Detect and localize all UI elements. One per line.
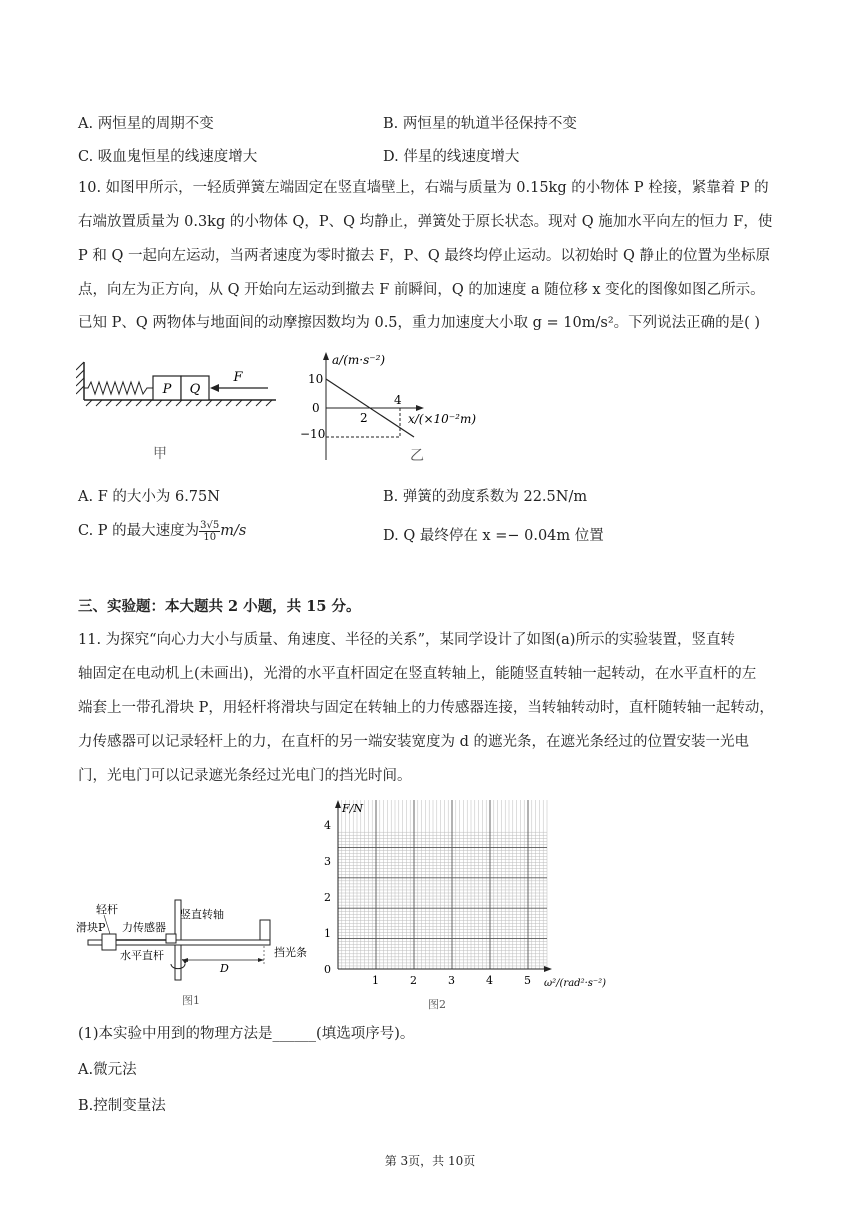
yi-xtick-4: 4 <box>394 393 402 407</box>
fig2-ytick-4: 4 <box>324 819 331 832</box>
q9-option-d: D. 伴星的线速度增大 <box>383 149 520 165</box>
yi-xtick-2: 2 <box>360 411 368 425</box>
q10-option-c <box>78 519 246 543</box>
q10-option-a: A. F 的大小为 6.75N <box>78 489 220 505</box>
figure-2-grid <box>316 800 616 1012</box>
grid-minor <box>338 800 547 969</box>
q9-option-a: A. 两恒星的周期不变 <box>78 116 214 132</box>
q11-line-3: 端套上一带孔滑块 P，用轻杆将滑块与固定在转轴上的力传感器连接，当转轴转动时，直杆随转轴一起转动， <box>78 700 774 716</box>
q9-option-c: C. 吸血鬼恒星的线速度增大 <box>78 149 258 165</box>
fraction <box>199 520 220 543</box>
q10-option-d: D. Q 最终停在 x =− 0.04m 位置 <box>383 528 604 544</box>
q10-line-2: 右端放置质量为 0.3kg 的小物体 Q，P、Q 均静止，弹簧处于原长状态。现对 Q 施加水平向左的恒力 F，使 <box>78 214 773 230</box>
fig2-ytick-0: 0 <box>324 963 331 976</box>
yi-ytick-0: 0 <box>312 401 320 415</box>
label-horizontal-rod: 水平直杆 <box>120 949 164 962</box>
force-sensor <box>166 934 176 943</box>
q11-line-5: 门，光电门可以记录遮光条经过光电门的挡光时间。 <box>78 768 412 784</box>
q10-line-4: 点，向左为正方向，从 Q 开始向左运动到撤去 F 前瞬间，Q 的加速度 a 随位移 x 变化的图像如图乙所示。 <box>78 282 765 298</box>
fig2-xtick-5: 5 <box>524 974 531 987</box>
q10-option-c-prefix: C. P 的最大速度为 <box>78 523 200 539</box>
figure-1-apparatus <box>74 896 314 1011</box>
q11-sub1-option-a: A.微元法 <box>78 1062 137 1078</box>
caption-fig2: 图2 <box>428 998 446 1011</box>
caption-fig1: 图1 <box>182 994 200 1007</box>
label-vertical-axis: 竖直转轴 <box>180 908 224 921</box>
q10-line-3: P 和 Q 一起向左运动，当两者速度为零时撤去 F，P、Q 最终均停止运动。以初始时 Q 静止的位置为坐标原 <box>78 248 770 264</box>
caption-jia: 甲 <box>153 446 167 462</box>
fig2-ytick-2: 2 <box>324 891 331 904</box>
fig2-ytick-1: 1 <box>324 927 331 940</box>
fraction-denominator: 10 <box>203 531 217 543</box>
q11-sub1: (1)本实验中用到的物理方法是______(填选项序号)。 <box>78 1026 415 1042</box>
yi-ytick-10: 10 <box>308 372 324 386</box>
q10-option-b: B. 弹簧的劲度系数为 22.5N/m <box>383 489 588 505</box>
fig2-xtick-4: 4 <box>486 974 493 987</box>
label-p: P <box>162 382 172 397</box>
q11-line-1: 11. 为探究“向心力大小与质量、角速度、半径的关系”，某同学设计了如图(a)所示的实验装置，竖直转 <box>78 632 735 648</box>
label-d: D <box>220 962 229 975</box>
fig2-xlabel: ω²/(rad²·s⁻²) <box>544 978 607 989</box>
figure-yi <box>300 350 500 470</box>
q11-line-4: 力传感器可以记录轻杆上的力，在直杆的另一端安装宽度为 d 的遮光条，在遮光条经过的位置安装一光电 <box>78 734 749 750</box>
q9-option-b: B. 两恒星的轨道半径保持不变 <box>383 116 577 132</box>
q10-line-5: 已知 P、Q 两物体与地面间的动摩擦因数均为 0.5，重力加速度大小取 g = 10m/s²。下列说法正确的是( ) <box>78 315 761 331</box>
section-title: 三、实验题：本大题共 2 小题，共 15 分。 <box>78 598 361 615</box>
yi-xlabel: x/(×10⁻²m) <box>408 412 477 426</box>
fig2-xtick-1: 1 <box>372 974 379 987</box>
caption-yi: 乙 <box>410 448 424 464</box>
fig2-xtick-2: 2 <box>410 974 417 987</box>
fig2-ylabel: F/N <box>342 802 363 815</box>
label-light-rod: 轻杆 <box>96 903 118 916</box>
q10-option-c-unit: m/s <box>220 523 247 539</box>
label-f: F <box>233 370 243 385</box>
label-shade: 挡光条 <box>274 946 307 959</box>
q11-sub1-option-b: B.控制变量法 <box>78 1098 166 1114</box>
q10-line-1: 10. 如图甲所示，一轻质弹簧左端固定在竖直墙壁上，右端与质量为 0.15kg 的小物体 P 栓接，紧靠着 P 的 <box>78 180 769 196</box>
figure-jia <box>76 354 286 469</box>
grid-major <box>338 800 547 969</box>
label-force-sensor: 力传感器 <box>122 921 166 934</box>
yi-ylabel: a/(m·s⁻²) <box>332 353 386 367</box>
fraction-numerator: 3√5 <box>200 519 220 531</box>
label-slider: 滑块P <box>76 921 106 934</box>
page-footer: 第 3页，共 10页 <box>384 1154 476 1168</box>
slider-block <box>102 934 116 950</box>
q11-line-2: 轴固定在电动机上(未画出)，光滑的水平直杆固定在竖直转轴上，能随竖直转轴一起转动，在水平直杆的左 <box>78 666 757 682</box>
yi-ytick-neg10: −10 <box>300 427 326 441</box>
label-q: Q <box>189 382 201 397</box>
fig2-xtick-3: 3 <box>448 974 455 987</box>
fig2-ytick-3: 3 <box>324 855 331 868</box>
shading-strip <box>260 920 270 940</box>
spring <box>84 382 153 394</box>
